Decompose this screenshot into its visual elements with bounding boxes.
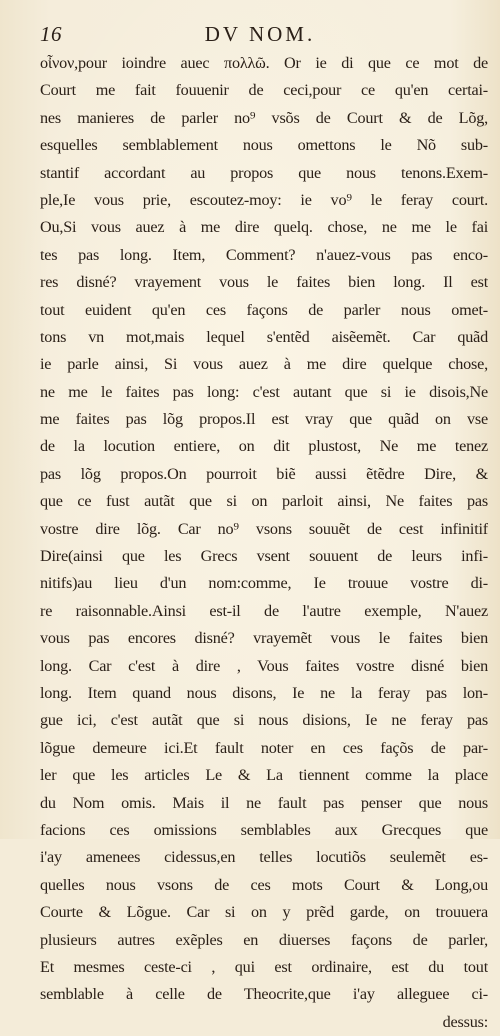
page-number: 16 [40,22,62,46]
text-line: ne me le faites pas long: c'est autant que si ie disois,Ne [40,382,488,401]
text-line: ple,Ie vous prie, escoutez-moy: ie vo⁹ le feray court. [40,190,488,209]
text-line: semblable à celle de Theocrite,que i'ay alleguee ci- [40,985,488,1004]
text-line: nitifs)au lieu d'un nom:comme, Ie trouue vostre di- [40,574,488,593]
text-line: dessus: [442,1012,488,1031]
text-line: quelles nous vsons de ces mots Court & Long,ou [40,875,488,894]
text-line: pas lõg propos.On pourroit biẽ aussi ẽtẽdre Dire, & [40,464,488,483]
body-text [40,50,488,1036]
text-line: tout euident qu'en ces façons de parler nous omet- [40,300,488,319]
text-line: οἶνον,pour ioindre auec πολλῶ. Or ie di que ce mot de [40,54,488,72]
text-line: Et mesmes ceste-ci , qui est ordinaire, est du tout [40,957,488,976]
running-head: DV NOM. [204,22,316,46]
text-line: vous pas encores disné? vrayemẽt vous le faites bien [40,629,488,648]
text-line: Courte & Lõgue. Car si on y prẽd garde, on trouuera [40,903,488,922]
text-line: facions ces omissions semblables aux Grecques que [40,820,488,839]
text-line: nes manieres de parler no⁹ vsõs de Court & de Lõg, [40,108,488,127]
text-line: Ou,Si vous auez à me dire quelq. chose, ne me le fai [40,218,488,237]
text-line: du Nom omis. Mais il ne fault pas penser que nous [40,793,488,812]
text-line: vostre dire lõg. Car no⁹ vsons souuẽt de cest infinitif [40,519,488,538]
text-line: me faites pas lõg propos.Il est vray que quãd on vse [40,410,488,429]
text-line: Dire(ainsi que les Grecs vsent souuent de leurs infi- [40,547,488,566]
text-line: ie parle ainsi, Si vous auez à me dire quelque chose, [40,355,488,374]
text-line: tes pas long. Item, Comment? n'auez-vous pas enco- [40,245,488,264]
text-line: re raisonnable.Ainsi est-il de l'autre exemple, N'auez [40,601,488,620]
text-line: lõgue demeure ici.Et fault noter en ces façõs de par- [40,738,488,757]
text-line: que ce fust autãt que si on parloit ainsi, Ne faites pas [40,492,488,511]
page-header [40,20,480,48]
text-line: stantif accordant au propos que nous tenons.Exem- [40,163,488,182]
text-line: esquelles semblablement nous omettons le Nõ sub- [40,136,488,155]
text-line: ler que les articles Le & La tiennent comme la place [40,766,488,785]
text-line: plusieurs autres exẽples en diuerses façons de parler, [40,930,488,949]
text-line: de la locution entiere, on dit plustost, Ne me tenez [40,437,488,456]
text-line: gue ici, c'est autãt que si nous disions, Ie ne feray pas [40,711,488,730]
text-line: i'ay amenees cidessus,en telles locutiõs seulemẽt es- [40,848,488,867]
text-line: Court me fait fouuenir de ceci,pour ce qu'en certai- [40,81,488,100]
text-line: long. Car c'est à dire , Vous faites vostre disné bien [40,656,488,675]
text-line: res disné? vrayement vous le faites bien long. Il est [40,273,488,292]
text-line: long. Item quand nous disons, Ie ne la feray pas lon- [40,683,488,702]
text-line: tons vn mot,mais lequel s'entẽd aisẽemẽt. Car quãd [40,327,488,346]
